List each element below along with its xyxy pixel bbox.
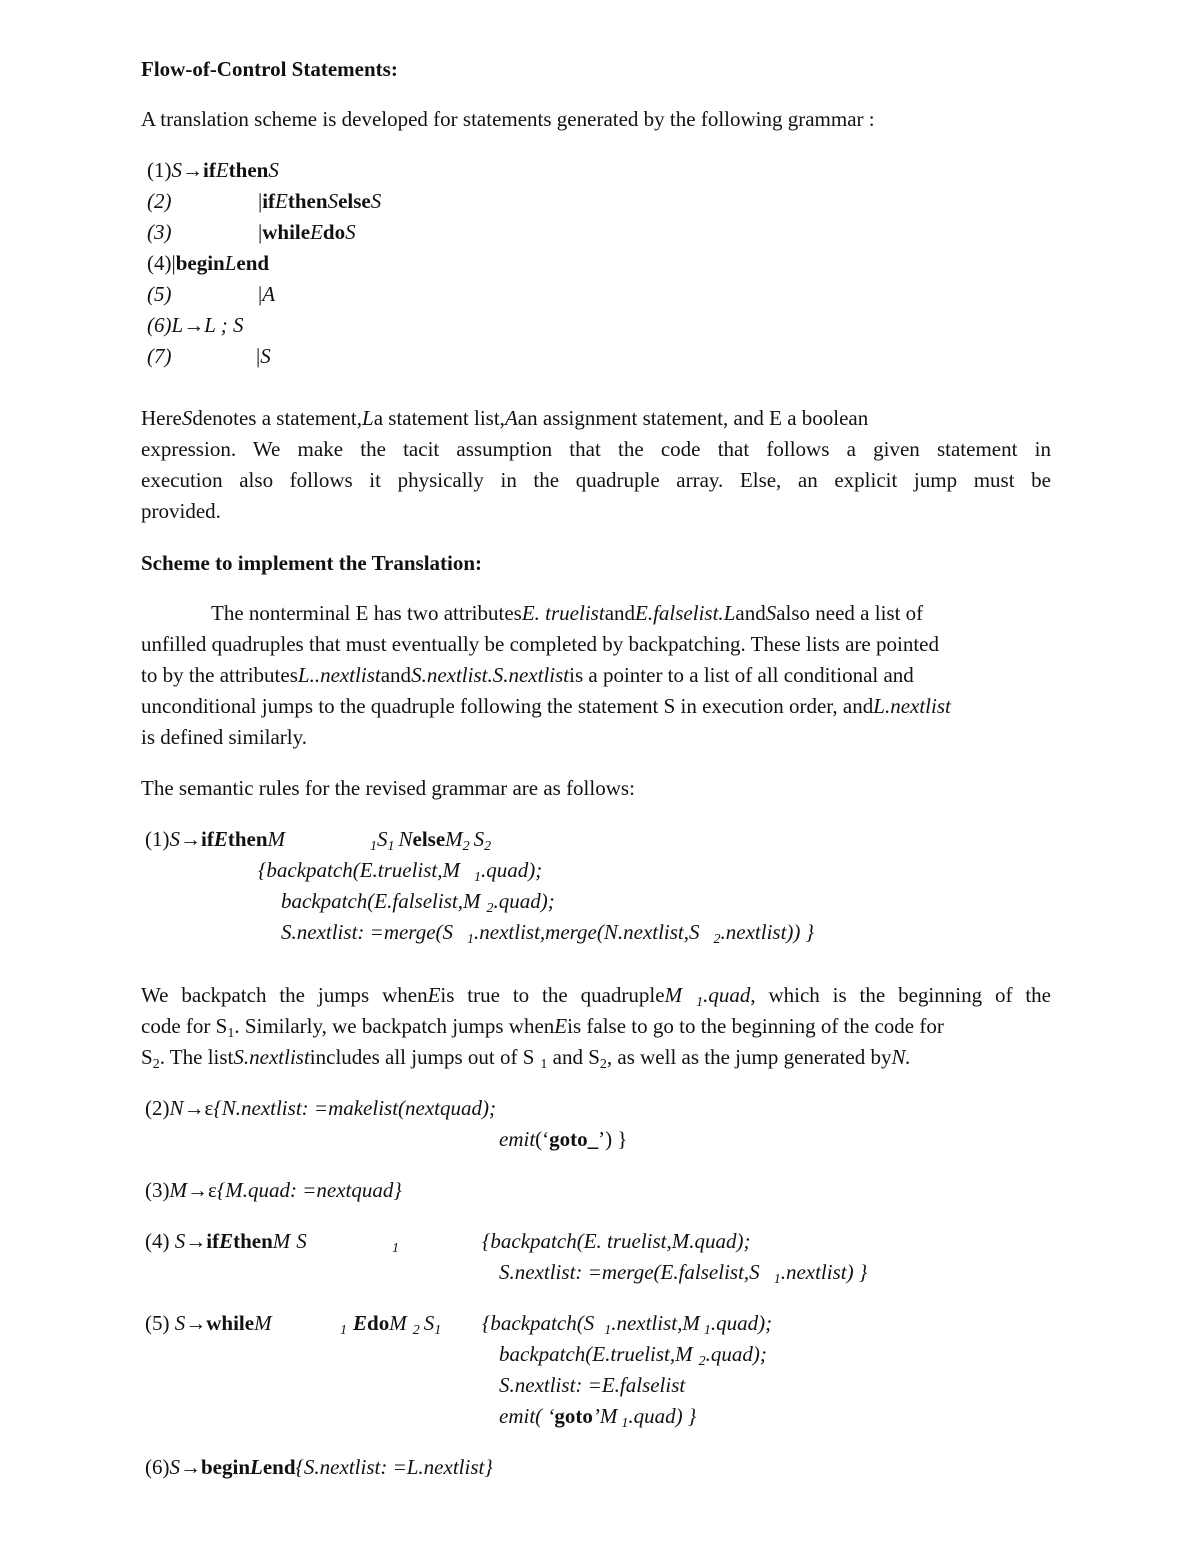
rule4-production: (4) S→ifEthenM S — [145, 1229, 307, 1253]
rule1-action-2: backpatch(E.falselist,M $_2$.quad); — [281, 889, 555, 916]
rule5-production: (5) S→whileM — [145, 1311, 272, 1335]
grammar-rule-7-number: (7) — [147, 344, 172, 368]
grammar-rule-3: |whileEdoS — [258, 220, 356, 244]
para1-line-4: provided. — [141, 499, 221, 523]
rule5-action-1: {backpatch(S $_1$.nextlist,M $_1$.quad); — [482, 1311, 773, 1338]
rule5-action-4: emit( ‘goto’M $_1$.quad) } — [499, 1404, 697, 1431]
semantic-intro: The semantic rules for the revised grammar are as follows: — [141, 776, 635, 800]
rule1-production-tail: $_1S_1$ NelseM$_2$ $S_2$ — [370, 827, 492, 854]
grammar-rule-2: |ifEthenSelseS — [258, 189, 382, 213]
rule5-action-2: backpatch(E.truelist,M $_2$.quad); — [499, 1342, 767, 1369]
grammar-rule-5: |A — [258, 282, 276, 306]
grammar-rule-2-number: (2) — [147, 189, 172, 213]
para2-line-2: unfilled quadruples that must eventually be completed by backpatching. These lists are pointed — [141, 632, 939, 656]
para2-line-1: The nonterminal E has two attributesE. truelistandE.falselist.LandSalso need a list of — [211, 601, 924, 625]
para2-line-4: unconditional jumps to the quadruple following the statement S in execution order, andL.nextlist — [141, 694, 951, 718]
grammar-rule-6: (6)L→L ; S — [147, 313, 244, 337]
para3-line-1: We backpatch the jumps whenEis true to the quadrupleM $_1$.quad, which is the beginning of the — [141, 983, 1051, 1010]
rule1-production: (1)S→ifEthenM — [145, 827, 286, 851]
para3-line-2: code for S1. Similarly, we backpatch jumps whenEis false to go to the beginning of the code for — [141, 1014, 944, 1041]
para2-line-3: to by the attributesL..nextlistandS.nextlist.S.nextlistis a pointer to a list of all conditional and — [141, 663, 914, 687]
rule5-production-tail: $_1$ EdoM $_2$ $S_1$ — [340, 1311, 442, 1338]
intro-text: A translation scheme is developed for statements generated by the following grammar : — [141, 107, 875, 131]
rule6-production: (6)S→beginLend{S.nextlist: =L.nextlist} — [145, 1455, 493, 1479]
grammar-rule-7: |S — [256, 344, 271, 368]
rule4-subscript: 1 — [392, 1241, 399, 1256]
rule1-action-3: S.nextlist: =merge(S $_1$.nextlist,merge(N.nextlist,S $_2$.nextlist)) } — [281, 920, 815, 947]
para1-line-1: HereSdenotes a statement,La statement list,Aan assignment statement, and E a boolean — [141, 406, 869, 430]
grammar-rule-4: (4)|beginLend — [147, 251, 270, 275]
para2-line-5: is defined similarly. — [141, 725, 308, 749]
rule3-production: (3)M→ε{M.quad: =nextquad} — [145, 1178, 402, 1202]
rule2-emit: emit(‘goto_’) } — [499, 1127, 628, 1151]
rule2-production: (2)N→ε{N.nextlist: =makelist(nextquad); — [145, 1096, 497, 1120]
para1-line-2: expression. We make the tacit assumption that the code that follows a given statement in — [141, 437, 1051, 461]
grammar-rule-3-number: (3) — [147, 220, 172, 244]
heading-scheme: Scheme to implement the Translation: — [141, 551, 483, 575]
grammar-rule-5-number: (5) — [147, 282, 172, 306]
grammar-rule-1: (1)S→ifEthenS — [147, 158, 279, 182]
rule1-action-1: {backpatch(E.truelist,M $_1$.quad); — [258, 858, 543, 885]
rule5-action-3: S.nextlist: =E.falselist — [499, 1373, 686, 1397]
para3-line-3: S2. The listS.nextlistincludes all jumps out of S 1 and S2, as well as the jump generated byN. — [141, 1045, 911, 1072]
heading-flow-of-control: Flow-of-Control Statements: — [141, 57, 398, 81]
para1-line-3: execution also follows it physically in the quadruple array. Else, an explicit jump must be — [141, 468, 1051, 492]
rule4-action-1: {backpatch(E. truelist,M.quad); — [482, 1229, 751, 1253]
rule4-action-2: S.nextlist: =merge(E.falselist,S $_1$.nextlist) } — [499, 1260, 868, 1287]
